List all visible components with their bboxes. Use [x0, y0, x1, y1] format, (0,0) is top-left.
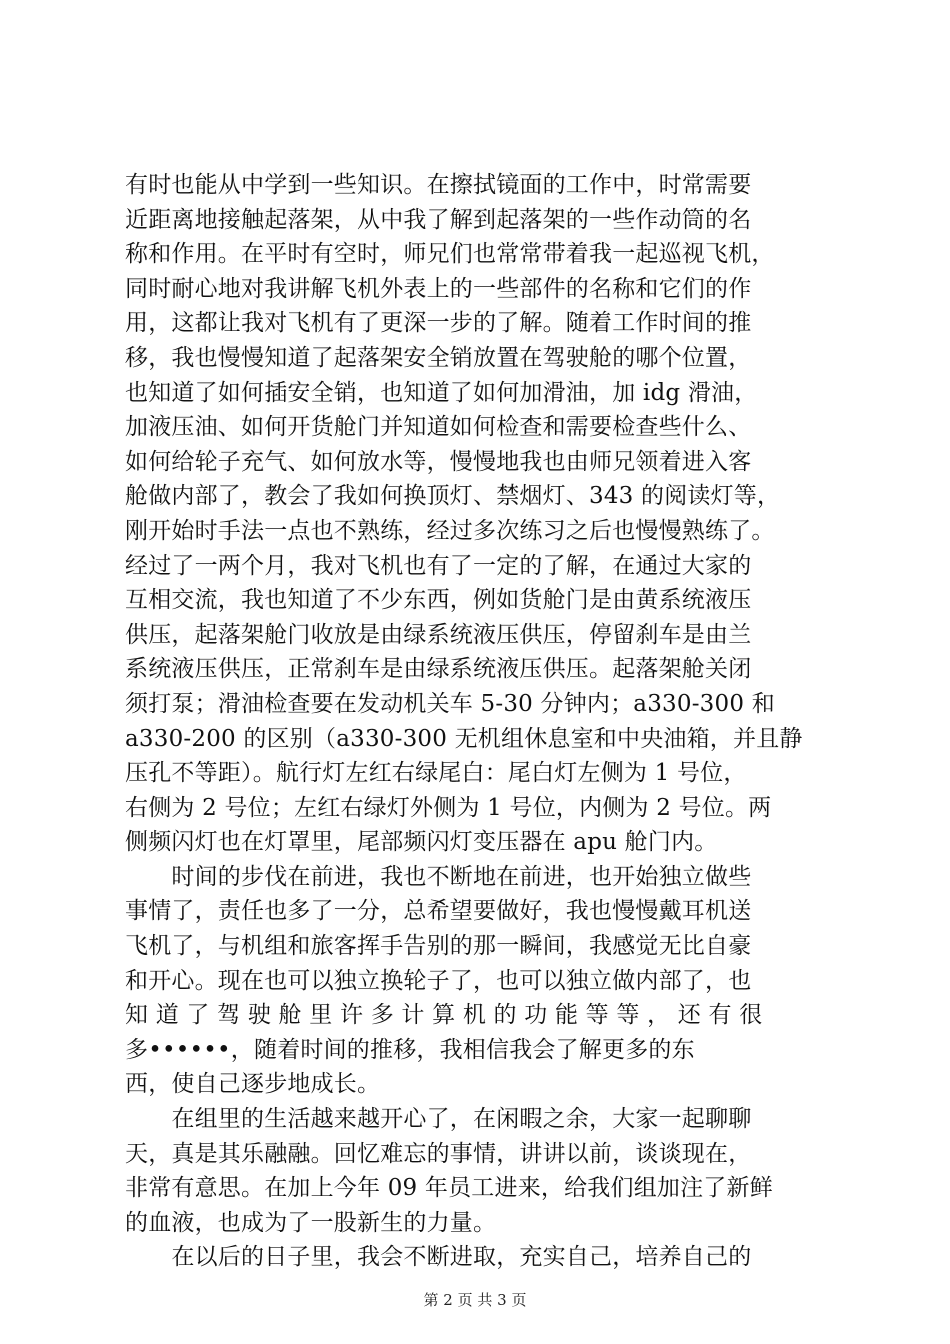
- text-line: 压孔不等距）。航行灯左红右绿尾白：尾白灯左侧为 1 号位，: [125, 760, 747, 787]
- text-line: 系统液压供压，正常刹车是由绿系统液压供压。起落架舱关闭: [125, 656, 752, 683]
- text-line: 有时也能从中学到一些知识。在擦拭镜面的工作中，时常需要: [125, 172, 752, 198]
- text-line: 在以后的日子里，我会不断进取，充实自己，培养自己的: [125, 1244, 752, 1271]
- text-line: 移，我也慢慢知道了起落架安全销放置在驾驶舱的哪个位置，: [125, 344, 752, 371]
- text-line: 供压，起落架舱门收放是由绿系统液压供压，停留刹车是由兰: [125, 621, 752, 648]
- text-line: 西，使自己逐步地成长。: [125, 1071, 381, 1098]
- text-line: 非常有意思。在加上今年 09 年员工进来，给我们组加注了新鲜: [125, 1175, 773, 1202]
- text-line: 加液压油、如何开货舱门并知道如何检查和需要检查些什么、: [125, 414, 752, 441]
- text-line: 时间的步伐在前进，我也不断地在前进，也开始独立做些: [125, 863, 752, 890]
- text-line: 也知道了如何插安全销，也知道了如何加滑油，加 idg 滑油，: [125, 379, 758, 406]
- text-line: 的血液，也成为了一股新生的力量。: [125, 1209, 497, 1236]
- text-line: 天，真是其乐融融。回忆难忘的事情，讲讲以前，谈谈现在，: [125, 1140, 752, 1167]
- text-line: 互相交流，我也知道了不少东西，例如货舱门是由黄系统液压: [125, 587, 752, 614]
- text-line: 同时耐心地对我讲解飞机外表上的一些部件的名称和它们的作: [125, 275, 752, 302]
- text-line: 右侧为 2 号位；左红右绿灯外侧为 1 号位，内侧为 2 号位。两: [125, 794, 772, 821]
- page-footer: 第 2 页 共 3 页: [423, 1291, 527, 1309]
- text-line: 和开心。现在也可以独立换轮子了，也可以独立做内部了，也: [125, 967, 752, 994]
- text-line: 飞机了，与机组和旅客挥手告别的那一瞬间，我感觉无比自豪: [125, 933, 752, 960]
- text-line: 如何给轮子充气、如何放水等，慢慢地我也由师兄领着进入客: [125, 448, 752, 475]
- text-line: 事情了，责任也多了一分，总希望要做好，我也慢慢戴耳机送: [125, 898, 752, 925]
- text-line: 侧频闪灯也在灯罩里，尾部频闪灯变压器在 apu 舱门内。: [125, 829, 718, 856]
- text-line: 知 道 了 驾 驶 舱 里 许 多 计 算 机 的 功 能 等 等 ， 还 有 很: [125, 1002, 763, 1029]
- text-line: 在组里的生活越来越开心了，在闲暇之余，大家一起聊聊: [125, 1106, 752, 1133]
- text-line: 舱做内部了，教会了我如何换顶灯、禁烟灯、343 的阅读灯等，: [125, 483, 781, 510]
- text-line: a330-200 的区别（a330-300 无机组休息室和中央油箱，并且静: [125, 725, 803, 752]
- text-line: 用，这都让我对飞机有了更深一步的了解。随着工作时间的推: [125, 310, 752, 337]
- text-line: 须打泵；滑油检查要在发动机关车 5-30 分钟内；a330-300 和: [125, 690, 775, 717]
- text-line: 刚开始时手法一点也不熟练，经过多次练习之后也慢慢熟练了。: [125, 517, 775, 544]
- text-line: 近距离地接触起落架，从中我了解到起落架的一些作动筒的名: [125, 206, 752, 233]
- text-line: 称和作用。在平时有空时，师兄们也常常带着我一起巡视飞机，: [125, 241, 775, 268]
- body-text: [125, 168, 845, 1275]
- text-line: 经过了一两个月，我对飞机也有了一定的了解，在通过大家的: [125, 552, 752, 579]
- text-line: 多••••••，随着时间的推移，我相信我会了解更多的东: [125, 1036, 695, 1063]
